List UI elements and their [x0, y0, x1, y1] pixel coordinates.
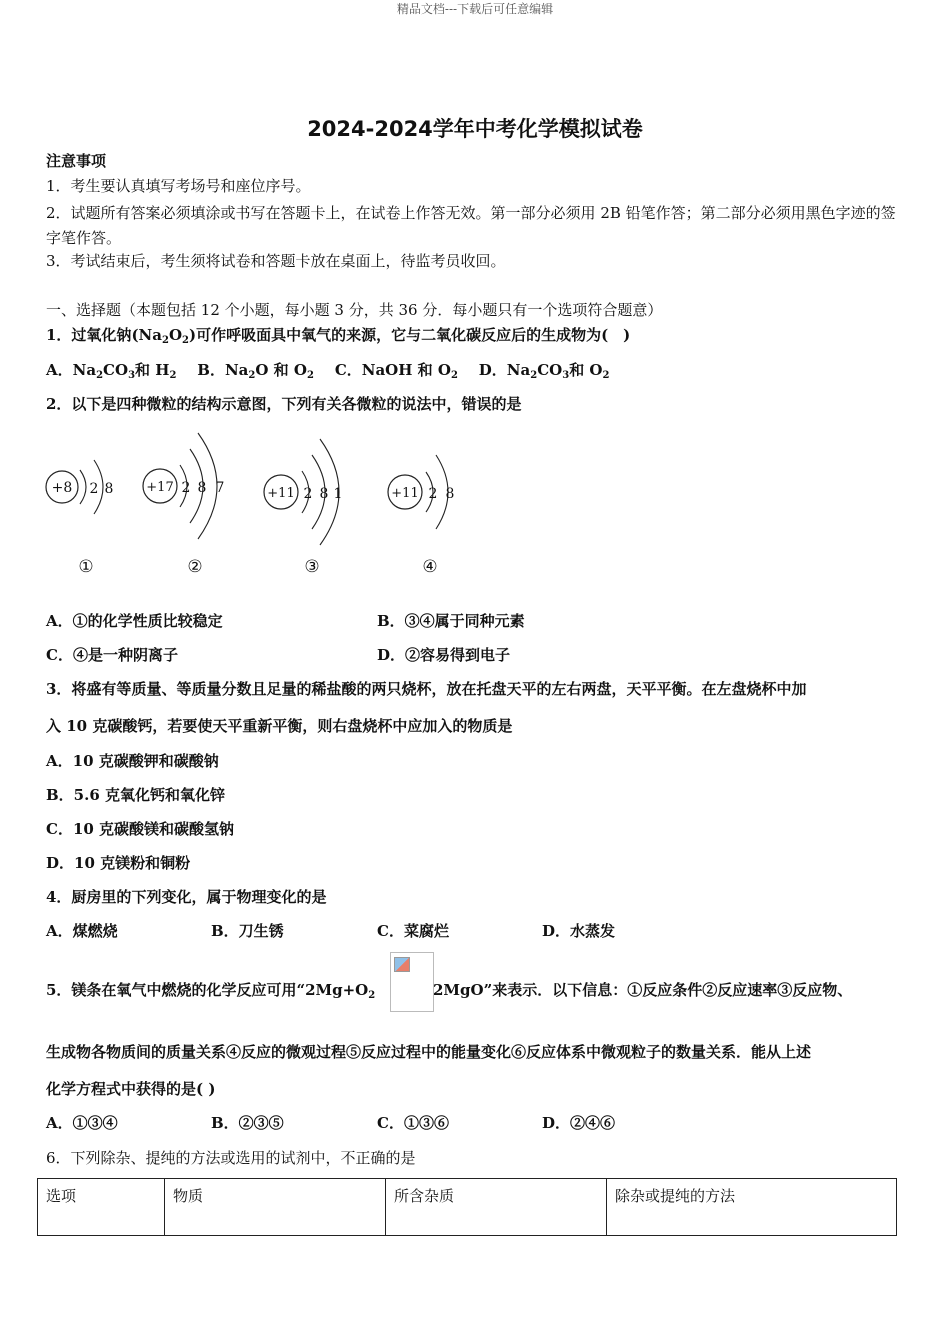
atom-2-label: ② — [187, 557, 203, 577]
question-5-option-a: A．①③④ — [46, 1114, 118, 1132]
question-4-option-d: D．水蒸发 — [542, 922, 616, 940]
atom-4-shell-2: 8 — [445, 486, 455, 502]
atom-3-shell-2: 8 — [319, 486, 329, 502]
question-6-table — [37, 1178, 897, 1236]
question-5-stem-part-1: 5．镁条在氧气中燃烧的化学反应可用“$2Mg+O_2$ — [46, 981, 376, 1001]
atom-3-nucleus: +11 — [267, 486, 295, 501]
atom-2-shell-1: 2 — [181, 480, 191, 496]
table-header-option: 选项 — [38, 1179, 165, 1236]
question-2-stem: 2．以下是四种微粒的结构示意图，下列有关各微粒的说法中，错误的是 — [46, 395, 522, 413]
table-header-method: 除杂或提纯的方法 — [607, 1179, 897, 1236]
question-4-option-a: A．煤燃烧 — [46, 922, 118, 940]
atom-1-nucleus: +8 — [51, 480, 73, 496]
atom-structure-diagrams — [40, 425, 480, 585]
atom-1-label: ① — [78, 557, 94, 577]
question-5-stem-part-2: 2MgO”来表示．以下信息：①反应条件②反应速率③反应物、 — [433, 981, 853, 999]
question-5-stem-line-2: 生成物各物质间的质量关系④反应的微观过程⑤反应过程中的能量变化⑥反应体系中微观粒子的数量关系．能从上述 — [46, 1043, 812, 1061]
question-4-option-b: B．刀生锈 — [211, 922, 284, 940]
notice-heading: 注意事项 — [46, 152, 107, 170]
question-6-stem: 6．下列除杂、提纯的方法或选用的试剂中，不正确的是 — [46, 1149, 416, 1167]
table-header-impurity: 所含杂质 — [386, 1179, 607, 1236]
atom-3-shell-3: 1 — [333, 486, 343, 502]
section-heading: 一、选择题（本题包括 12 个小题，每小题 3 分，共 36 分．每小题只有一个选项符合题意） — [46, 301, 663, 319]
question-5-option-c: C．①③⑥ — [377, 1114, 449, 1132]
atom-2-shell-3: 7 — [215, 480, 225, 496]
atom-diagram-4 — [388, 455, 454, 577]
question-2-option-d: D．②容易得到电子 — [377, 646, 511, 664]
page-title: 2024-2024学年中考化学模拟试卷 — [307, 117, 643, 141]
question-1-stem: 1．过氧化钠$(Na_2O_2)$可作呼吸面具中氧气的来源，它与二氧化碳反应后的生成物为( ) — [46, 326, 631, 346]
atom-diagram-2 — [143, 433, 224, 577]
option-d: D．$Na_2CO_3$和 $O_2$ — [478, 361, 610, 381]
question-2-option-a: A．①的化学性质比较稳定 — [46, 612, 223, 630]
atom-2-shell-2: 8 — [197, 480, 207, 496]
question-3-option-b: B．5.6 克氧化钙和氧化锌 — [46, 786, 225, 804]
question-3-option-d: D．10 克镁粉和铜粉 — [46, 854, 191, 872]
atom-diagram-1 — [46, 449, 113, 577]
question-3-option-c: C．10 克碳酸镁和碳酸氢钠 — [46, 820, 235, 838]
atom-3-label: ③ — [304, 557, 320, 577]
notice-item-1: 1．考生要认真填写考场号和座位序号。 — [46, 177, 311, 195]
atom-1-shell-1: 2 — [89, 481, 99, 497]
atom-4-label: ④ — [422, 557, 438, 577]
question-5-option-d: D．②④⑥ — [542, 1114, 616, 1132]
question-3-stem-line-1: 3．将盛有等质量、等质量分数且足量的稀盐酸的两只烧杯，放在托盘天平的左右两盘，天平平衡。在左盘烧杯中加 — [46, 680, 807, 698]
broken-image-icon — [390, 952, 434, 1012]
notice-item-2: 2．试题所有答案必须填涂或书写在答题卡上，在试卷上作答无效。第一部分必须用 2B 铅笔作答；第二部分必须用黑色字迹的签字笔作答。 — [46, 204, 896, 247]
option-c: C．NaOH 和 $O_2$ — [334, 361, 458, 381]
option-b: B．$Na_2O$ 和 $O_2$ — [197, 361, 314, 381]
atom-4-shell-1: 2 — [428, 486, 438, 502]
question-4-option-c: C．菜腐烂 — [377, 922, 449, 940]
atom-3-shell-1: 2 — [303, 486, 313, 502]
atom-diagram-3 — [264, 439, 342, 577]
table-header-substance: 物质 — [165, 1179, 386, 1236]
atom-2-nucleus: +17 — [146, 480, 174, 495]
question-1-options — [46, 360, 609, 380]
atom-1-shell-2: 8 — [104, 481, 114, 497]
question-5-stem-line-3: 化学方程式中获得的是( ) — [46, 1080, 216, 1098]
page-header: 精品文档---下载后可任意编辑 — [396, 2, 554, 16]
notice-item-3: 3．考试结束后，考生须将试卷和答题卡放在桌面上，待监考员收回。 — [46, 252, 506, 270]
option-a: A．$Na_2CO_3$和 $H_2$ — [46, 361, 177, 381]
question-3-stem-line-2: 入 10 克碳酸钙，若要使天平重新平衡，则右盘烧杯中应加入的物质是 — [46, 717, 513, 735]
table-header-row — [38, 1179, 897, 1236]
question-2-option-c: C．④是一种阴离子 — [46, 646, 178, 664]
question-3-option-a: A．10 克碳酸钾和碳酸钠 — [46, 752, 219, 770]
question-2-option-b: B．③④属于同种元素 — [377, 612, 525, 630]
question-4-stem: 4．厨房里的下列变化，属于物理变化的是 — [46, 888, 327, 906]
atom-4-nucleus: +11 — [391, 486, 419, 501]
question-5-option-b: B．②③⑤ — [211, 1114, 284, 1132]
